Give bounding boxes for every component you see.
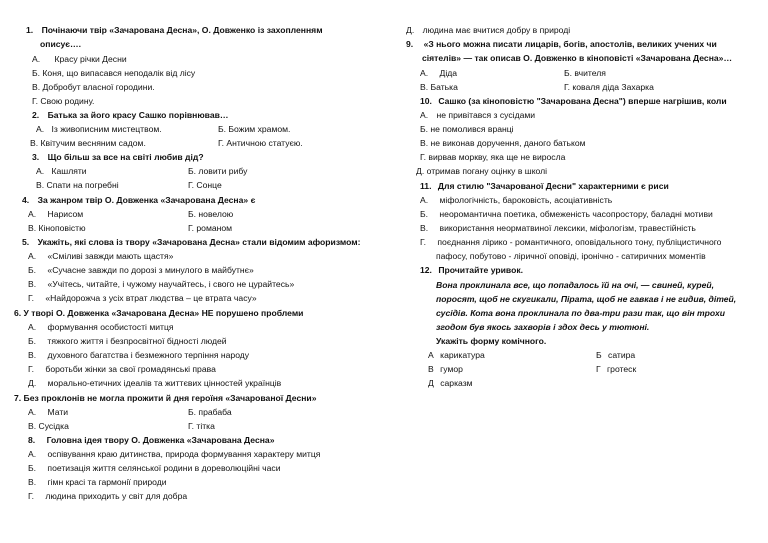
option-mark: А. bbox=[36, 124, 45, 134]
question-text: Сашко (за кіноповістю "Зачарована Десна") вперше нагрішив, коли bbox=[438, 96, 727, 106]
quote-line-3: сусідів. Кота вона проклинала по два-три рази так, що він трохи bbox=[436, 308, 725, 318]
question-number: 8. bbox=[28, 435, 36, 445]
option-text: Квітучим весняним садом. bbox=[40, 138, 146, 148]
option-mark: Г. bbox=[28, 293, 34, 303]
option-mark: Д. bbox=[28, 378, 37, 388]
option-mark: Д. bbox=[416, 166, 425, 176]
q10-option-v bbox=[420, 138, 586, 149]
q10-option-b bbox=[420, 124, 514, 135]
q6-option-a bbox=[28, 322, 174, 333]
question-5-title bbox=[22, 237, 360, 248]
question-12-task: Укажіть форму комічного. bbox=[436, 336, 547, 346]
option-text: новелою bbox=[198, 209, 234, 219]
option-text: Батька bbox=[430, 82, 458, 92]
q6-option-b bbox=[28, 336, 227, 347]
question-1-title bbox=[26, 25, 323, 36]
question-12-title bbox=[420, 265, 523, 276]
question-number: 5. bbox=[22, 237, 30, 247]
question-text: Прочитайте уривок. bbox=[438, 265, 524, 275]
q11-option-g-cont: пафосу, побутово - лiричної оповiдi, iронiчно - сатиричних моментiв bbox=[436, 251, 706, 261]
q2-option-b bbox=[218, 124, 290, 135]
option-text: сарказм bbox=[440, 378, 473, 388]
option-mark: Г. bbox=[218, 138, 224, 148]
option-text: карикатура bbox=[440, 350, 485, 360]
option-text: Мати bbox=[47, 407, 69, 417]
option-mark: Б. bbox=[28, 336, 37, 346]
question-number: 11. bbox=[420, 181, 432, 191]
option-text: Із живописним мистецтвом. bbox=[51, 124, 162, 134]
q8-option-d bbox=[406, 25, 570, 36]
q12-option-a bbox=[428, 350, 485, 361]
question-9-title-cont: сіятелів» — так описав О. Довженко в кіноповісті «Зачарована Десна»… bbox=[422, 53, 733, 63]
option-text: Спати на погребні bbox=[46, 180, 119, 190]
option-mark: Б. bbox=[28, 265, 37, 275]
question-9-title bbox=[406, 39, 717, 50]
question-text: Головна ідея твору О. Довженка «Зачарована Десна» bbox=[46, 435, 275, 445]
option-mark: Б. bbox=[188, 209, 197, 219]
option-mark: А. bbox=[28, 407, 37, 417]
option-text: формування особистості митця bbox=[47, 322, 174, 332]
option-text: використання неорматвиної лексики, міфологізм, травестійність bbox=[439, 223, 696, 233]
option-text: міфологічність, бароковість, асоціативність bbox=[439, 195, 613, 205]
question-7-title: 7. Без проклонів не могла прожити й дня героїня «Зачарованої Десни» bbox=[14, 393, 317, 403]
option-text: людина має вчитися добру в природі bbox=[422, 25, 571, 35]
option-mark: Д bbox=[428, 378, 434, 388]
question-4-title bbox=[22, 195, 255, 206]
question-number: 12. bbox=[420, 265, 432, 275]
option-text: коваля діда Захарка bbox=[572, 82, 654, 92]
q1-option-a bbox=[32, 54, 127, 65]
quote-line-1: Вона проклинала все, що попадалось їй на очі, — свиней, курей, bbox=[436, 280, 715, 290]
question-3-title bbox=[32, 152, 204, 163]
q11-option-v bbox=[420, 223, 696, 234]
option-mark: Г. bbox=[188, 180, 194, 190]
q5-option-v bbox=[28, 279, 294, 290]
q12-option-v bbox=[428, 364, 463, 375]
q8-option-g bbox=[28, 491, 187, 502]
option-text: морально-етичних ідеалів та життєвих цінностей українців bbox=[47, 378, 282, 388]
q9-option-b bbox=[564, 68, 606, 79]
option-text: не виконав доручення, даного батьком bbox=[430, 138, 586, 148]
q7-option-v bbox=[28, 421, 69, 432]
question-number: 2. bbox=[32, 110, 40, 120]
q12-option-b bbox=[596, 350, 635, 361]
q6-option-g bbox=[28, 364, 216, 375]
option-mark: А. bbox=[420, 68, 429, 78]
option-text: «Сучасне завжди по дорозі з минулого в майбутнє» bbox=[47, 265, 254, 275]
question-text: «З нього можна писати лицарів, богів, апостолів, великих учених чи bbox=[423, 39, 717, 49]
q12-option-d bbox=[428, 378, 473, 389]
q10-option-d bbox=[416, 166, 547, 177]
question-number: 9. bbox=[406, 39, 414, 49]
option-text: гротеск bbox=[607, 364, 637, 374]
option-mark: В. bbox=[28, 350, 37, 360]
q5-option-g bbox=[28, 293, 257, 304]
option-text: духовного багатства і безмежного терпіння народу bbox=[47, 350, 250, 360]
option-mark: А. bbox=[36, 166, 45, 176]
quote-line-4: згодом був якось захворів і здох десь у тютюні. bbox=[436, 322, 650, 332]
question-text: Укажіть, які слова із твору «Зачарована Десна» стали відомим афоризмом: bbox=[37, 237, 361, 247]
q5-option-b bbox=[28, 265, 254, 276]
option-mark: Д. bbox=[406, 25, 415, 35]
option-text: Кіноповістю bbox=[38, 223, 86, 233]
option-mark: В. bbox=[420, 82, 429, 92]
option-text: тітка bbox=[196, 421, 215, 431]
option-text: Добробут власної городини. bbox=[42, 82, 155, 92]
question-1-title-cont: описує…. bbox=[40, 39, 82, 49]
q2-option-a bbox=[36, 124, 162, 135]
q5-option-a bbox=[28, 251, 173, 262]
question-number: 3. bbox=[32, 152, 40, 162]
option-text: вирвав моркву, яка ще не виросла bbox=[428, 152, 566, 162]
option-text: Свою родину. bbox=[40, 96, 95, 106]
option-mark: А. bbox=[420, 110, 429, 120]
q4-option-v bbox=[28, 223, 86, 234]
option-mark: Б. bbox=[564, 68, 573, 78]
option-mark: Г. bbox=[188, 421, 194, 431]
option-mark: А. bbox=[420, 195, 429, 205]
option-mark: В. bbox=[420, 138, 429, 148]
option-mark: Б. bbox=[32, 68, 41, 78]
option-text: отримав погану оцінку в школі bbox=[426, 166, 548, 176]
q10-option-g bbox=[420, 152, 565, 163]
option-text: поетизація життя селянської родини в дореволюційні часи bbox=[47, 463, 281, 473]
question-8-title bbox=[28, 435, 274, 446]
option-mark: Г. bbox=[564, 82, 570, 92]
option-text: не помолився вранці bbox=[430, 124, 514, 134]
q7-option-g bbox=[188, 421, 215, 432]
question-text: Що більш за все на світі любив дід? bbox=[47, 152, 204, 162]
option-text: Кашляти bbox=[51, 166, 87, 176]
q4-option-a bbox=[28, 209, 83, 220]
question-6-title: 6. У творі О. Довженка «Зачарована Десна» НЕ порушено проблеми bbox=[14, 308, 304, 318]
option-text: Сусідка bbox=[38, 421, 69, 431]
q2-option-g bbox=[218, 138, 303, 149]
q3-option-a bbox=[36, 166, 87, 177]
option-mark: А bbox=[428, 350, 434, 360]
q4-option-b bbox=[188, 209, 233, 220]
q9-option-v bbox=[420, 82, 458, 93]
option-text: гумор bbox=[440, 364, 463, 374]
option-text: Нарисом bbox=[47, 209, 84, 219]
option-text: Красу річки Десни bbox=[54, 54, 127, 64]
option-text: Античною статуєю. bbox=[226, 138, 303, 148]
q8-option-b bbox=[28, 463, 281, 474]
question-text: Почінаючи твір «Зачарована Десна», О. Довженко із захопленням bbox=[41, 25, 323, 35]
q11-option-g bbox=[420, 237, 721, 248]
option-text: «Учітесь, читайте, і чужому научайтесь, і свого не цурайтесь» bbox=[47, 279, 295, 289]
option-mark: В. bbox=[28, 223, 37, 233]
q9-option-a bbox=[420, 68, 457, 79]
option-text: Сонце bbox=[196, 180, 222, 190]
question-text: Для стилю "Зачарованої Десни" характерними є риси bbox=[437, 181, 669, 191]
option-text: боротьби жінки за свої громадянські права bbox=[45, 364, 216, 374]
q6-option-v bbox=[28, 350, 249, 361]
option-mark: Б. bbox=[420, 124, 429, 134]
q10-option-a bbox=[420, 110, 535, 121]
option-text: романом bbox=[196, 223, 233, 233]
question-number: 10. bbox=[420, 96, 432, 106]
option-mark: Б. bbox=[28, 463, 37, 473]
option-mark: В. bbox=[28, 421, 37, 431]
option-mark: Г. bbox=[28, 364, 34, 374]
option-text: тяжкого життя і безпросвітної бідності людей bbox=[47, 336, 227, 346]
option-text: Божим храмом. bbox=[228, 124, 291, 134]
question-number: 4. bbox=[22, 195, 30, 205]
option-text: «Найдорожча з усіх втрат людства – це втрата часу» bbox=[45, 293, 257, 303]
quote-line-2: поросят, щоб не скугикали, Пірата, щоб не гавкав і не гидив, дітей, bbox=[436, 294, 737, 304]
option-text: «Сміливі завжди мають щастя» bbox=[47, 251, 174, 261]
q9-option-g bbox=[564, 82, 654, 93]
q11-option-a bbox=[420, 195, 612, 206]
q8-option-v bbox=[28, 477, 167, 488]
q6-option-d bbox=[28, 378, 281, 389]
option-text: не привітався з сусідами bbox=[436, 110, 536, 120]
option-mark: Г. bbox=[28, 491, 34, 501]
q8-option-a bbox=[28, 449, 320, 460]
option-mark: В. bbox=[30, 138, 39, 148]
q1-option-b bbox=[32, 68, 195, 79]
option-mark: Б. bbox=[420, 209, 429, 219]
q3-option-v bbox=[36, 180, 119, 191]
option-mark: В. bbox=[28, 279, 37, 289]
option-mark: Г bbox=[596, 364, 601, 374]
option-text: прабаба bbox=[198, 407, 232, 417]
q12-option-g bbox=[596, 364, 636, 375]
option-text: оспівування краю дитинства, природа формування характеру митця bbox=[47, 449, 321, 459]
option-mark: Г. bbox=[420, 237, 426, 247]
q2-option-v bbox=[30, 138, 146, 149]
q7-option-b bbox=[188, 407, 232, 418]
option-text: ловити рибу bbox=[198, 166, 248, 176]
option-mark: Б. bbox=[218, 124, 227, 134]
q11-option-b bbox=[420, 209, 713, 220]
option-text: людина приходить у світ для добра bbox=[45, 491, 188, 501]
option-mark: В. bbox=[420, 223, 429, 233]
q1-option-g bbox=[32, 96, 94, 107]
option-mark: А. bbox=[28, 449, 37, 459]
option-mark: А. bbox=[28, 322, 37, 332]
option-mark: В. bbox=[32, 82, 41, 92]
option-text: вчителя bbox=[574, 68, 606, 78]
q3-option-g bbox=[188, 180, 222, 191]
option-mark: А. bbox=[28, 209, 37, 219]
option-text: Коня, що випасався неподалік від лісу bbox=[42, 68, 196, 78]
option-text: Діда bbox=[439, 68, 458, 78]
option-mark: Г. bbox=[420, 152, 426, 162]
question-text: За жанром твір О. Довженка «Зачарована Десна» є bbox=[37, 195, 256, 205]
question-number: 1. bbox=[26, 25, 34, 35]
option-mark: В. bbox=[36, 180, 45, 190]
option-mark: Б bbox=[596, 350, 602, 360]
option-mark: А. bbox=[32, 54, 41, 64]
option-text: неоромантична поетика, обмеженість часопростору, баладні мотиви bbox=[439, 209, 713, 219]
option-mark: Б. bbox=[188, 166, 197, 176]
option-mark: Г. bbox=[32, 96, 38, 106]
question-2-title bbox=[32, 110, 229, 121]
q1-option-v bbox=[32, 82, 155, 93]
q3-option-b bbox=[188, 166, 247, 177]
option-mark: В bbox=[428, 364, 434, 374]
option-mark: А. bbox=[28, 251, 37, 261]
question-11-title bbox=[420, 181, 669, 192]
option-text: гімн красі та гармонії природи bbox=[47, 477, 167, 487]
option-mark: Б. bbox=[188, 407, 197, 417]
option-text: поєднання лiрико - романтичного, оповiдального тону, публiцистичного bbox=[437, 237, 722, 247]
question-text: Батька за його красу Сашко порівнював… bbox=[47, 110, 229, 120]
question-10-title bbox=[420, 96, 727, 107]
q4-option-g bbox=[188, 223, 232, 234]
q7-option-a bbox=[28, 407, 68, 418]
option-mark: В. bbox=[28, 477, 37, 487]
option-mark: Г. bbox=[188, 223, 194, 233]
option-text: сатира bbox=[608, 350, 636, 360]
